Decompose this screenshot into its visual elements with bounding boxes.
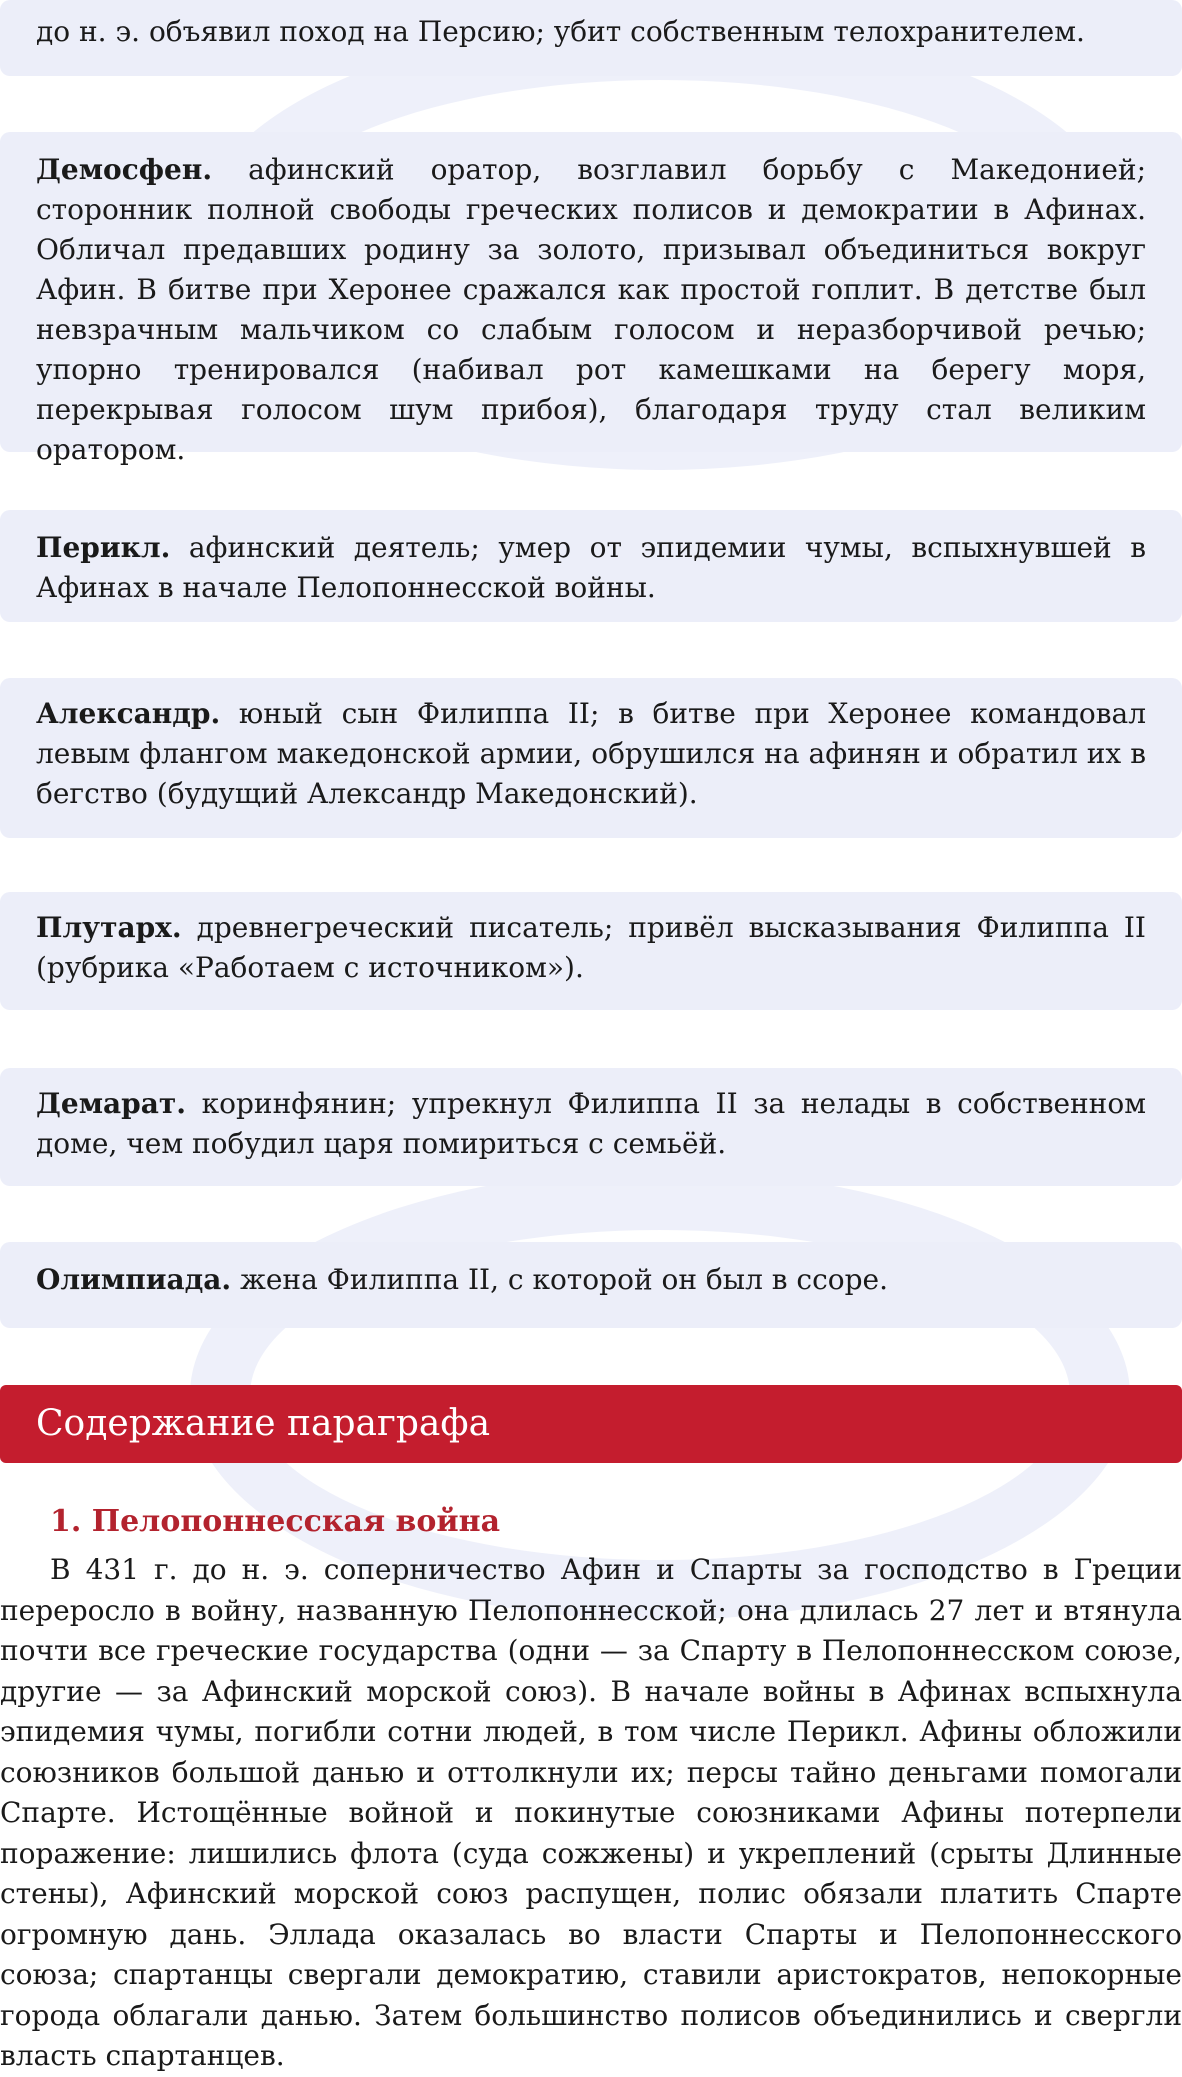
definition-card-pericles (0, 510, 1182, 622)
definition-term: Олимпиада. (36, 1263, 232, 1296)
definition-term: Демарат. (36, 1087, 186, 1120)
body-paragraph: В 431 г. до н. э. соперничество Афин и Спарты за господство в Греции переросло в войну, названную Пелопоннесской; она длилась 27 лет и втянула почти все греческие государства (одни — за Спарту в Пелопоннесском союзе, другие — за Афинский морской союз). В начале войны в Афинах вспыхнула эпидемия чумы, погибли сотни людей, в том числе Перикл. Афины обложили союзников большой данью и оттолкнули их; персы тайно деньгами помогали Спарте. Истощённые войной и покинутые союзниками Афины потерпели поражение: лишились флота (суда сожжены) и укреплений (срыты Длинные стены), Афинский морской союз распущен, полис обязали платить Спарте огромную дань. Эллада оказалась во власти Спарты и Пелопоннесского союза; спартанцы свергали демократию, ставили аристократов, непокорные города облагали данью. Затем большинство полисов объединились и свергли власть спартанцев. (0, 1553, 1182, 2072)
definition-text: афинский деятель; умер от эпидемии чумы, вспыхнувшей в Афинах в начале Пелопоннесской войны. (36, 531, 1146, 604)
definition-term: Александр. (36, 697, 221, 730)
definition-card-alexander (0, 678, 1182, 838)
definition-card-demaratus (0, 1068, 1182, 1186)
definition-text: до н. э. объявил поход на Персию; убит собственным телохранителем. (36, 15, 1085, 48)
subheading: 1. Пелопоннесская война (50, 1504, 501, 1539)
definition-text: жена Филиппа II, с которой он был в ссоре. (240, 1263, 889, 1296)
definition-text: афинский оратор, возглавил борьбу с Македонией; сторонник полной свободы греческих полисов и демократии в Афинах. Обличал предавших родину за золото, призывал объединиться вокруг Афин. В битве при Херонее сражался как простой гоплит. В детстве был невзрачным мальчиком со слабым голосом и неразборчивой речью; упорно тренировался (набивал рот камешками на берегу моря, перекрывая голосом шум прибоя), благодаря труду стал великим оратором. (36, 153, 1146, 466)
definition-text: коринфянин; упрекнул Филиппа II за нелады в собственном доме, чем побудил царя помириться с семьёй. (36, 1087, 1146, 1160)
definition-card-demosthenes (0, 132, 1182, 466)
definition-card-olympias (0, 1242, 1182, 1328)
definition-term: Перикл. (36, 531, 171, 564)
definition-text: юный сын Филиппа II; в битве при Херонее командовал левым флангом македонской армии, обрушился на афинян и обратил их в бегство (будущий Александр Македонский). (36, 697, 1146, 810)
section-header: Содержание параграфа (0, 1385, 1182, 1463)
definition-text: древнегреческий писатель; привёл высказывания Филиппа II (рубрика «Работаем с источником»). (36, 911, 1146, 984)
definition-card-continued (0, 0, 1182, 76)
definition-term: Демосфен. (36, 153, 213, 186)
definition-card-plutarch (0, 892, 1182, 1010)
definition-term: Плутарх. (36, 911, 182, 944)
